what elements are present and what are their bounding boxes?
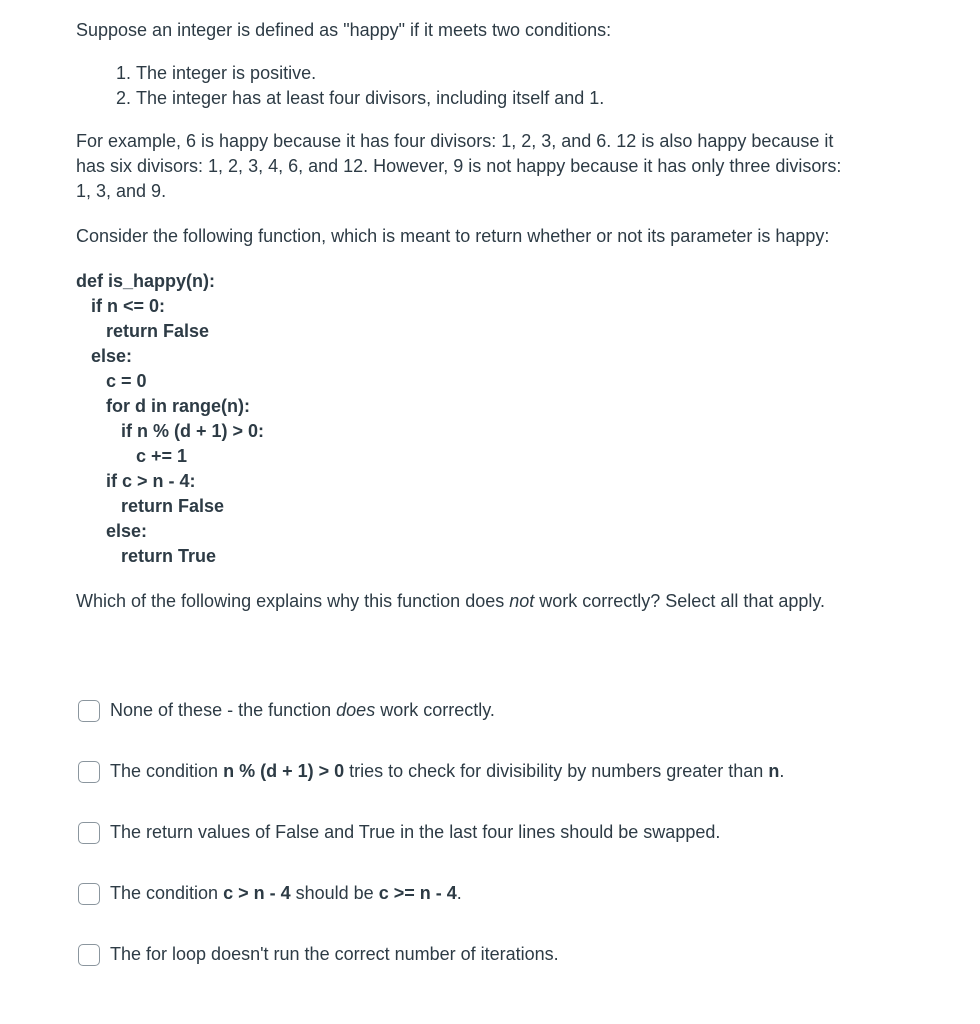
answer-text-part: tries to check for divisibility by numbers greater than (344, 761, 769, 781)
answer-list (78, 698, 838, 967)
condition-item: 1. The integer is positive. (136, 61, 856, 86)
answer-option-none[interactable] (78, 698, 838, 723)
answer-text-part: The condition (110, 883, 224, 903)
checkbox[interactable] (78, 822, 100, 844)
answer-text-part: None of these - the function (110, 700, 337, 720)
answer-text-part: work correctly. (375, 700, 495, 720)
question-prompt (76, 589, 856, 614)
code-line: return False (106, 321, 210, 341)
question-prompt-emph: not (509, 591, 535, 611)
answer-code: n (768, 761, 780, 781)
answer-text-part: The condition (110, 761, 224, 781)
answer-text-part: . (779, 761, 785, 781)
answer-label (110, 759, 838, 784)
answer-option-divisibility[interactable] (78, 759, 838, 784)
answer-label: The return values of False and True in the last four lines should be swapped. (110, 822, 721, 842)
condition-item: 2. The integer has at least four divisors, including itself and 1. (136, 86, 856, 111)
code-line: else: (106, 521, 148, 541)
answer-label (110, 698, 838, 723)
question-example: For example, 6 is happy because it has four divisors: 1, 2, 3, and 6. 12 is also happy because it has six divisors: 1, 2, 3, 4, 6, and 12. However, 9 is not happy because it has only three divisors: 1, 3, and 9. (76, 131, 842, 201)
answer-text-part: should be (290, 883, 379, 903)
code-line: c += 1 (136, 446, 188, 466)
code-line: return True (121, 546, 217, 566)
code-line: return False (121, 496, 225, 516)
question-prompt-prefix: Which of the following explains why this function does (76, 591, 510, 611)
answer-code: c > n - 4 (223, 883, 291, 903)
code-block (76, 269, 856, 569)
answer-code: c >= n - 4 (378, 883, 457, 903)
question-intro: Suppose an integer is defined as "happy" if it meets two conditions: (76, 20, 612, 40)
question-consider: Consider the following function, which is meant to return whether or not its parameter is happy: (76, 226, 830, 246)
answer-text-emph: does (336, 700, 376, 720)
code-line: if c > n - 4: (106, 471, 196, 491)
answer-option-loop-iterations[interactable] (78, 942, 838, 967)
code-line: if n % (d + 1) > 0: (121, 421, 265, 441)
code-line: for d in range(n): (106, 396, 250, 416)
answer-label (110, 881, 838, 906)
code-line: else: (91, 346, 133, 366)
question-body (76, 18, 856, 614)
conditions-list (76, 61, 856, 111)
answer-text-part: . (456, 883, 462, 903)
answer-code: n % (d + 1) > 0 (223, 761, 345, 781)
checkbox[interactable] (78, 761, 100, 783)
checkbox[interactable] (78, 944, 100, 966)
answer-label: The for loop doesn't run the correct number of iterations. (110, 944, 559, 964)
answer-option-swap-returns[interactable] (78, 820, 838, 845)
checkbox[interactable] (78, 883, 100, 905)
answer-option-condition[interactable] (78, 881, 838, 906)
code-line: if n <= 0: (91, 296, 166, 316)
question-prompt-suffix: work correctly? Select all that apply. (534, 591, 826, 611)
checkbox[interactable] (78, 700, 100, 722)
code-line: def is_happy(n): (76, 271, 216, 291)
code-line: c = 0 (106, 371, 147, 391)
